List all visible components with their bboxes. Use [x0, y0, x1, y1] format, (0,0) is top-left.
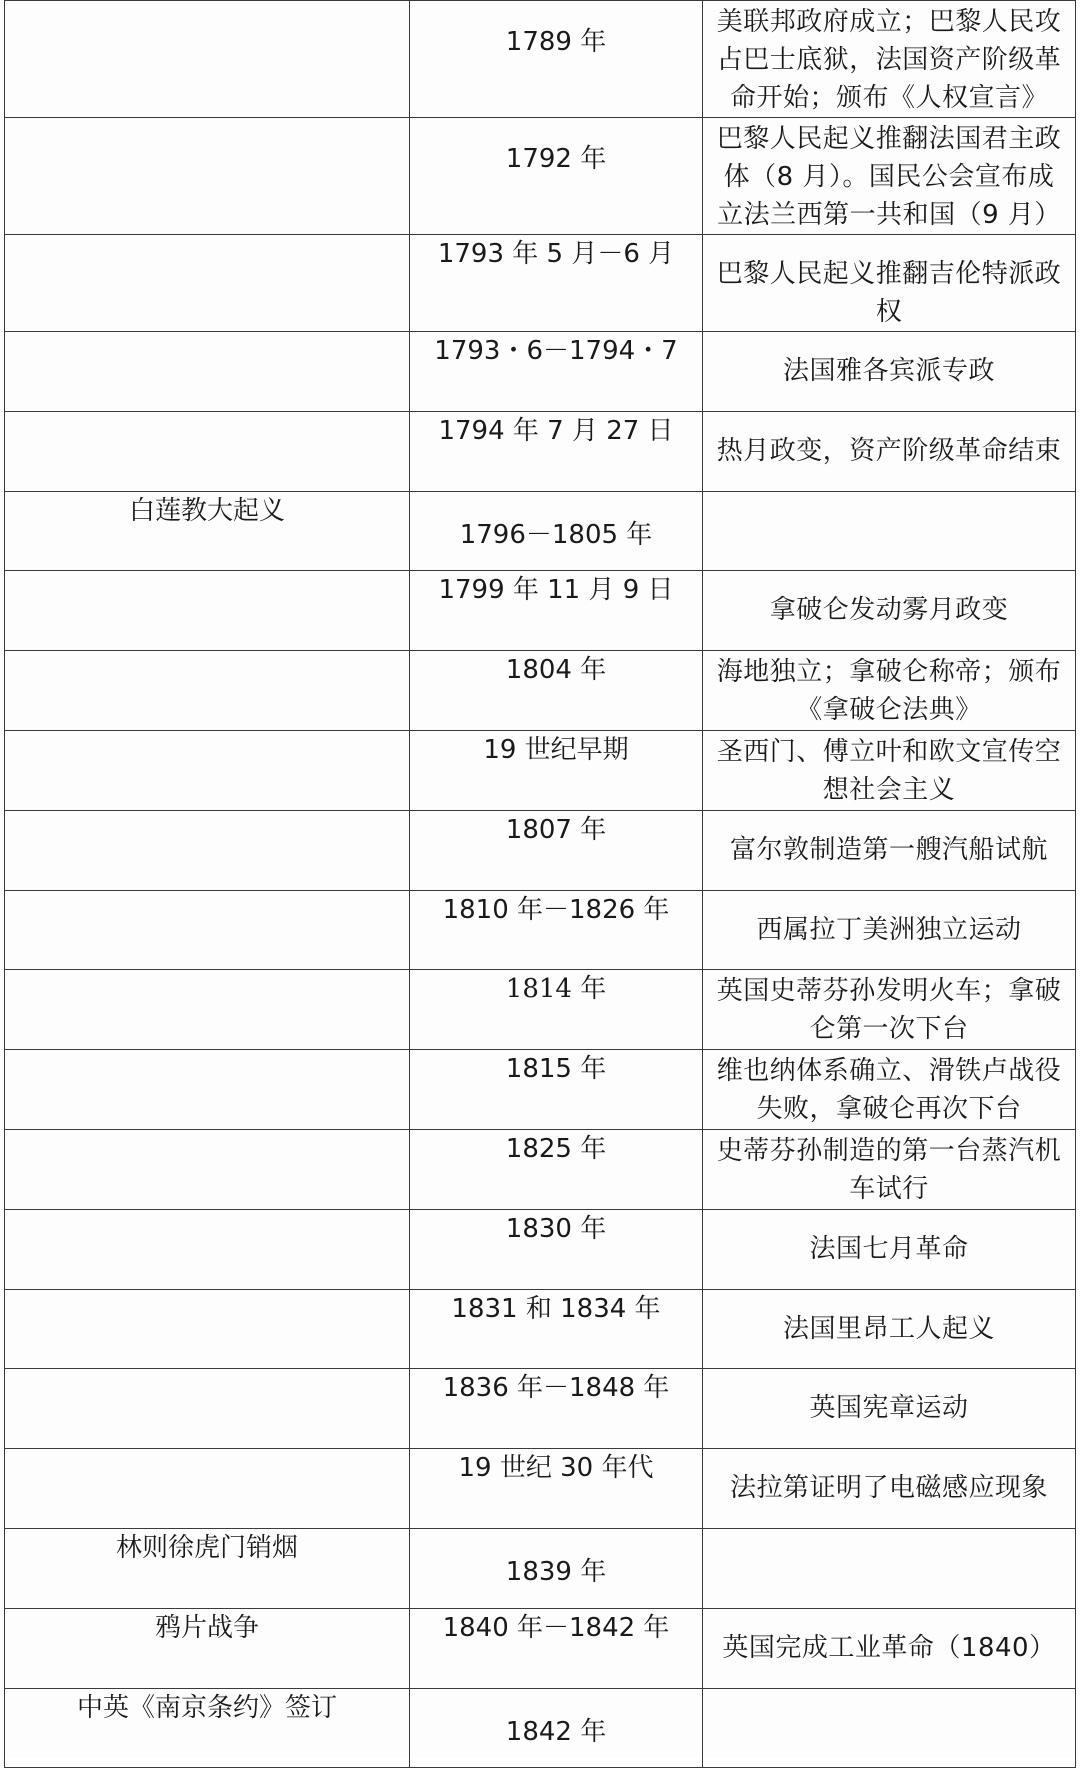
date-cell: 1796－1805 年 — [410, 491, 703, 571]
china-event-cell — [5, 235, 410, 332]
table-row — [5, 1528, 1076, 1608]
china-event-cell: 鸦片战争 — [5, 1608, 410, 1688]
table-row — [5, 118, 1076, 235]
world-event-cell: 英国宪章运动 — [703, 1369, 1076, 1449]
world-event-cell: 法拉第证明了电磁感应现象 — [703, 1449, 1076, 1529]
table-row — [5, 651, 1076, 731]
date-cell: 1831 和 1834 年 — [410, 1289, 703, 1369]
date-cell: 1825 年 — [410, 1129, 703, 1209]
date-cell: 1842 年 — [410, 1688, 703, 1768]
table-row — [5, 571, 1076, 651]
date-cell: 1793 年 5 月－6 月 — [410, 235, 703, 332]
date-cell: 1792 年 — [410, 118, 703, 235]
world-event-cell — [703, 491, 1076, 571]
table-row — [5, 1369, 1076, 1449]
table-row — [5, 1, 1076, 118]
china-event-cell: 中英《南京条约》签订 — [5, 1688, 410, 1768]
world-event-cell: 热月政变，资产阶级革命结束 — [703, 411, 1076, 491]
china-event-cell — [5, 651, 410, 731]
table-row — [5, 235, 1076, 332]
table-row — [5, 890, 1076, 970]
china-event-cell — [5, 1209, 410, 1289]
china-event-cell — [5, 1050, 410, 1130]
world-event-cell: 美联邦政府成立；巴黎人民攻占巴士底狱，法国资产阶级革命开始；颁布《人权宣言》 — [703, 1, 1076, 118]
date-cell: 1815 年 — [410, 1050, 703, 1130]
date-cell: 1789 年 — [410, 1, 703, 118]
world-event-cell: 巴黎人民起义推翻法国君主政体（8 月）。国民公会宣布成立法兰西第一共和国（9 月） — [703, 118, 1076, 235]
china-event-cell — [5, 1369, 410, 1449]
china-event-cell — [5, 890, 410, 970]
china-event-cell — [5, 810, 410, 890]
world-event-cell: 维也纳体系确立、滑铁卢战役失败，拿破仑再次下台 — [703, 1050, 1076, 1130]
world-event-cell: 西属拉丁美洲独立运动 — [703, 890, 1076, 970]
history-timeline-table — [4, 0, 1076, 1768]
table-row — [5, 1688, 1076, 1768]
world-event-cell — [703, 1528, 1076, 1608]
table-row — [5, 332, 1076, 412]
china-event-cell — [5, 1129, 410, 1209]
date-cell: 1830 年 — [410, 1209, 703, 1289]
world-event-cell: 英国史蒂芬孙发明火车；拿破仑第一次下台 — [703, 970, 1076, 1050]
china-event-cell — [5, 1, 410, 118]
world-event-cell: 巴黎人民起义推翻吉伦特派政权 — [703, 235, 1076, 332]
table-row — [5, 491, 1076, 571]
world-event-cell: 富尔敦制造第一艘汽船试航 — [703, 810, 1076, 890]
date-cell: 1799 年 11 月 9 日 — [410, 571, 703, 651]
china-event-cell — [5, 118, 410, 235]
china-event-cell — [5, 730, 410, 810]
china-event-cell — [5, 1449, 410, 1529]
table-row — [5, 1050, 1076, 1130]
world-event-cell: 法国雅各宾派专政 — [703, 332, 1076, 412]
date-cell: 1839 年 — [410, 1528, 703, 1608]
date-cell: 19 世纪 30 年代 — [410, 1449, 703, 1529]
world-event-cell: 英国完成工业革命（1840） — [703, 1608, 1076, 1688]
world-event-cell: 史蒂芬孙制造的第一台蒸汽机车试行 — [703, 1129, 1076, 1209]
date-cell: 1810 年－1826 年 — [410, 890, 703, 970]
china-event-cell — [5, 970, 410, 1050]
world-event-cell: 法国里昂工人起义 — [703, 1289, 1076, 1369]
world-event-cell: 圣西门、傅立叶和欧文宣传空想社会主义 — [703, 730, 1076, 810]
table-row — [5, 1129, 1076, 1209]
china-event-cell — [5, 1289, 410, 1369]
table-row — [5, 1449, 1076, 1529]
date-cell: 1807 年 — [410, 810, 703, 890]
date-cell: 1804 年 — [410, 651, 703, 731]
world-event-cell: 拿破仑发动雾月政变 — [703, 571, 1076, 651]
date-cell: 1794 年 7 月 27 日 — [410, 411, 703, 491]
china-event-cell — [5, 411, 410, 491]
date-cell: 1793・6－1794・7 — [410, 332, 703, 412]
date-cell: 1814 年 — [410, 970, 703, 1050]
world-event-cell — [703, 1688, 1076, 1768]
table-row — [5, 411, 1076, 491]
date-cell: 1836 年－1848 年 — [410, 1369, 703, 1449]
date-cell: 1840 年－1842 年 — [410, 1608, 703, 1688]
date-cell: 19 世纪早期 — [410, 730, 703, 810]
world-event-cell: 海地独立；拿破仑称帝；颁布《拿破仑法典》 — [703, 651, 1076, 731]
table-row — [5, 810, 1076, 890]
china-event-cell — [5, 332, 410, 412]
table-row — [5, 970, 1076, 1050]
table-row — [5, 730, 1076, 810]
world-event-cell: 法国七月革命 — [703, 1209, 1076, 1289]
table-row — [5, 1608, 1076, 1688]
china-event-cell — [5, 571, 410, 651]
table-row — [5, 1209, 1076, 1289]
table-row — [5, 1289, 1076, 1369]
china-event-cell: 林则徐虎门销烟 — [5, 1528, 410, 1608]
china-event-cell: 白莲教大起义 — [5, 491, 410, 571]
